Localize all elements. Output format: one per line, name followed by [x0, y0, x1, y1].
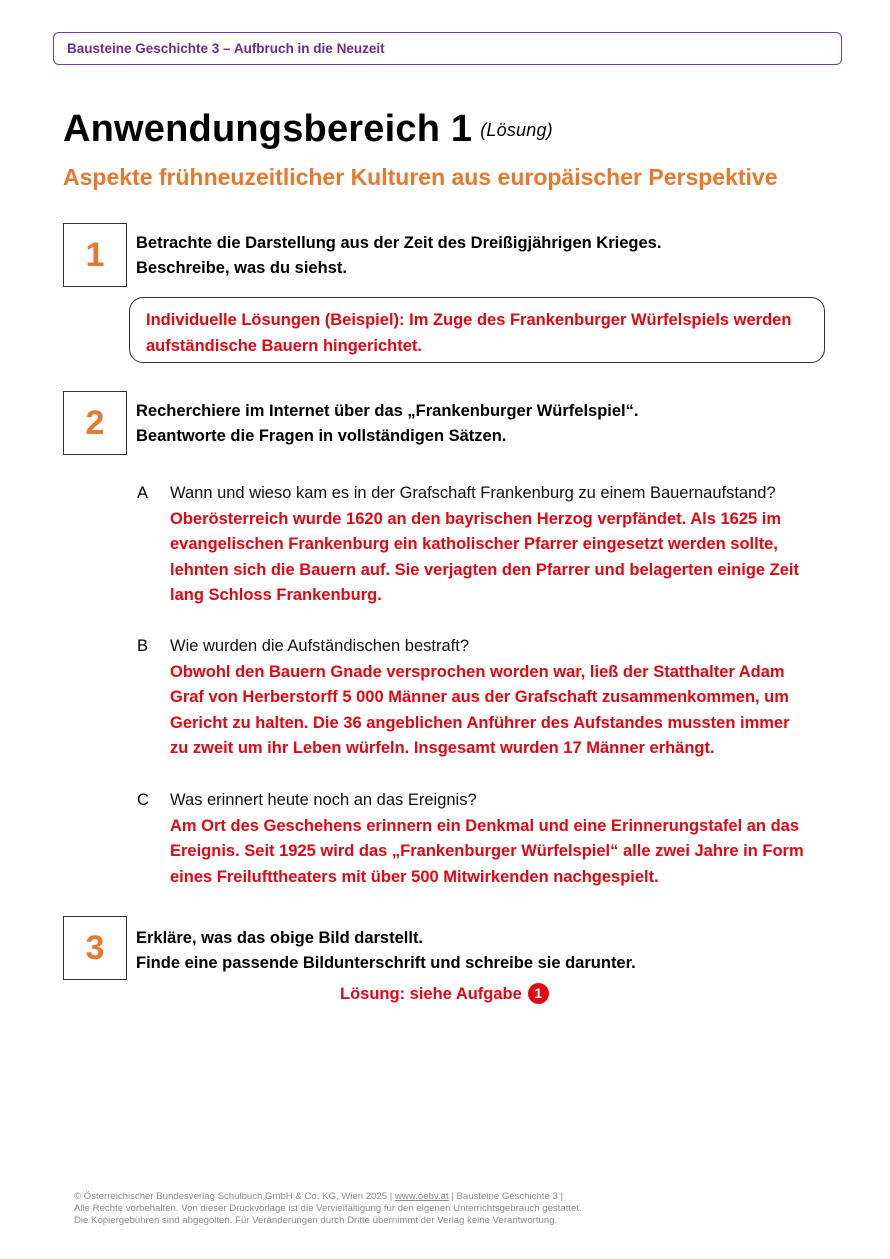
answer-a-line3: lehnten sich die Bauern auf. Sie verjagten den Pfarrer und belagerten einige Zeit	[170, 560, 799, 579]
footer-copyright: © Österreichischer Bundesverlag Schulbuch GmbH & Co. KG, Wien 2025 |	[74, 1191, 395, 1202]
task-2-line2: Beantworte die Fragen in vollständigen Sätzen.	[136, 427, 507, 445]
question-b	[170, 634, 830, 762]
question-b-letter: B	[137, 637, 149, 655]
task-3-instructions	[136, 926, 636, 976]
question-a-letter: A	[137, 484, 149, 502]
header-banner	[53, 32, 842, 65]
answer-1-line2: aufständische Bauern hingerichtet.	[146, 336, 422, 355]
footer-line1	[74, 1191, 582, 1203]
page-title-main: Anwendungsbereich 1	[63, 108, 473, 150]
task-3-line1: Erkläre, was das obige Bild darstellt.	[136, 929, 424, 947]
task-2-line1: Recherchiere im Internet über das „Frankenburger Würfelspiel“.	[136, 402, 639, 420]
answer-a-line4: lang Schloss Frankenburg.	[170, 586, 382, 604]
task-1-answer-box	[129, 297, 825, 363]
task-number-2: 2	[63, 391, 127, 455]
task-number-3: 3	[63, 916, 127, 980]
header-text: Bausteine Geschichte 3 – Aufbruch in die Neuzeit	[67, 41, 385, 56]
task-1-instructions	[136, 231, 661, 281]
task-3-line2: Finde eine passende Bildunterschrift und schreibe sie darunter.	[136, 954, 636, 972]
task-3-solution	[340, 983, 549, 1005]
answer-b-line3: Gericht zu halten. Die 36 angeblichen Anführer des Aufstandes mussten immer	[170, 713, 790, 732]
task-reference-badge: 1	[528, 983, 549, 1004]
question-c-text: Was erinnert heute noch an das Ereignis?	[170, 791, 477, 809]
question-a-text: Wann und wieso kam es in der Grafschaft Frankenburg zu einem Bauernaufstand?	[170, 484, 776, 502]
page-title	[63, 108, 553, 151]
footer-website-link[interactable]: www.oebv.at	[394, 1191, 449, 1202]
task-1-line2: Beschreibe, was du siehst.	[136, 259, 347, 277]
footer	[74, 1191, 582, 1227]
task-1-line1: Betrachte die Darstellung aus der Zeit des Dreißigjährigen Krieges.	[136, 234, 662, 252]
task-2-instructions	[136, 399, 638, 449]
question-a	[170, 481, 830, 609]
footer-book-title: | Bausteine Geschichte 3 |	[448, 1191, 563, 1202]
answer-b-line1: Obwohl den Bauern Gnade versprochen worden war, ließ der Statthalter Adam	[170, 662, 785, 681]
answer-c-line1: Am Ort des Geschehens erinnern ein Denkmal und eine Erinnerungstafel an das	[170, 816, 800, 835]
question-c-letter: C	[137, 791, 149, 809]
answer-b-line2: Graf von Herberstorff 5 000 Männer aus der Grafschaft zusammenkommen, um	[170, 688, 789, 706]
footer-line2: Alle Rechte vorbehalten. Von dieser Druckvorlage ist die Vervielfältigung für den eigenen Unterrichtsgebrauch gestattet.	[74, 1203, 582, 1214]
page-title-sub: (Lösung)	[480, 120, 553, 140]
page-subtitle: Aspekte frühneuzeitlicher Kulturen aus europäischer Perspektive	[63, 164, 778, 190]
footer-line3: Die Kopiergebühren sind abgegolten. Für Veränderungen durch Dritte übernimmt der Verlag keine Verantwortung.	[74, 1215, 558, 1226]
task-number-1: 1	[63, 223, 127, 287]
answer-a-line1: Oberösterreich wurde 1620 an den bayrischen Herzog verpfändet. Als 1625 im	[170, 509, 782, 528]
answer-a-line2: evangelischen Frankenburg ein katholischer Pfarrer eingesetzt werden sollte,	[170, 535, 778, 553]
answer-c-line3: eines Freilufttheaters mit über 500 Mitwirkenden nachgespielt.	[170, 867, 659, 886]
answer-c-line2: Ereignis. Seit 1925 wird das „Frankenburger Würfelspiel“ alle zwei Jahre in Form	[170, 842, 804, 860]
solution-text: Lösung: siehe Aufgabe	[340, 985, 522, 1003]
question-b-text: Wie wurden die Aufständischen bestraft?	[170, 637, 470, 655]
answer-b-line4: zu zweit um ihr Leben würfeln. Insgesamt wurden 17 Männer erhängt.	[170, 739, 715, 757]
question-c	[170, 788, 830, 890]
answer-1-line1: Individuelle Lösungen (Beispiel): Im Zuge des Frankenburger Würfelspiels werden	[146, 311, 792, 329]
